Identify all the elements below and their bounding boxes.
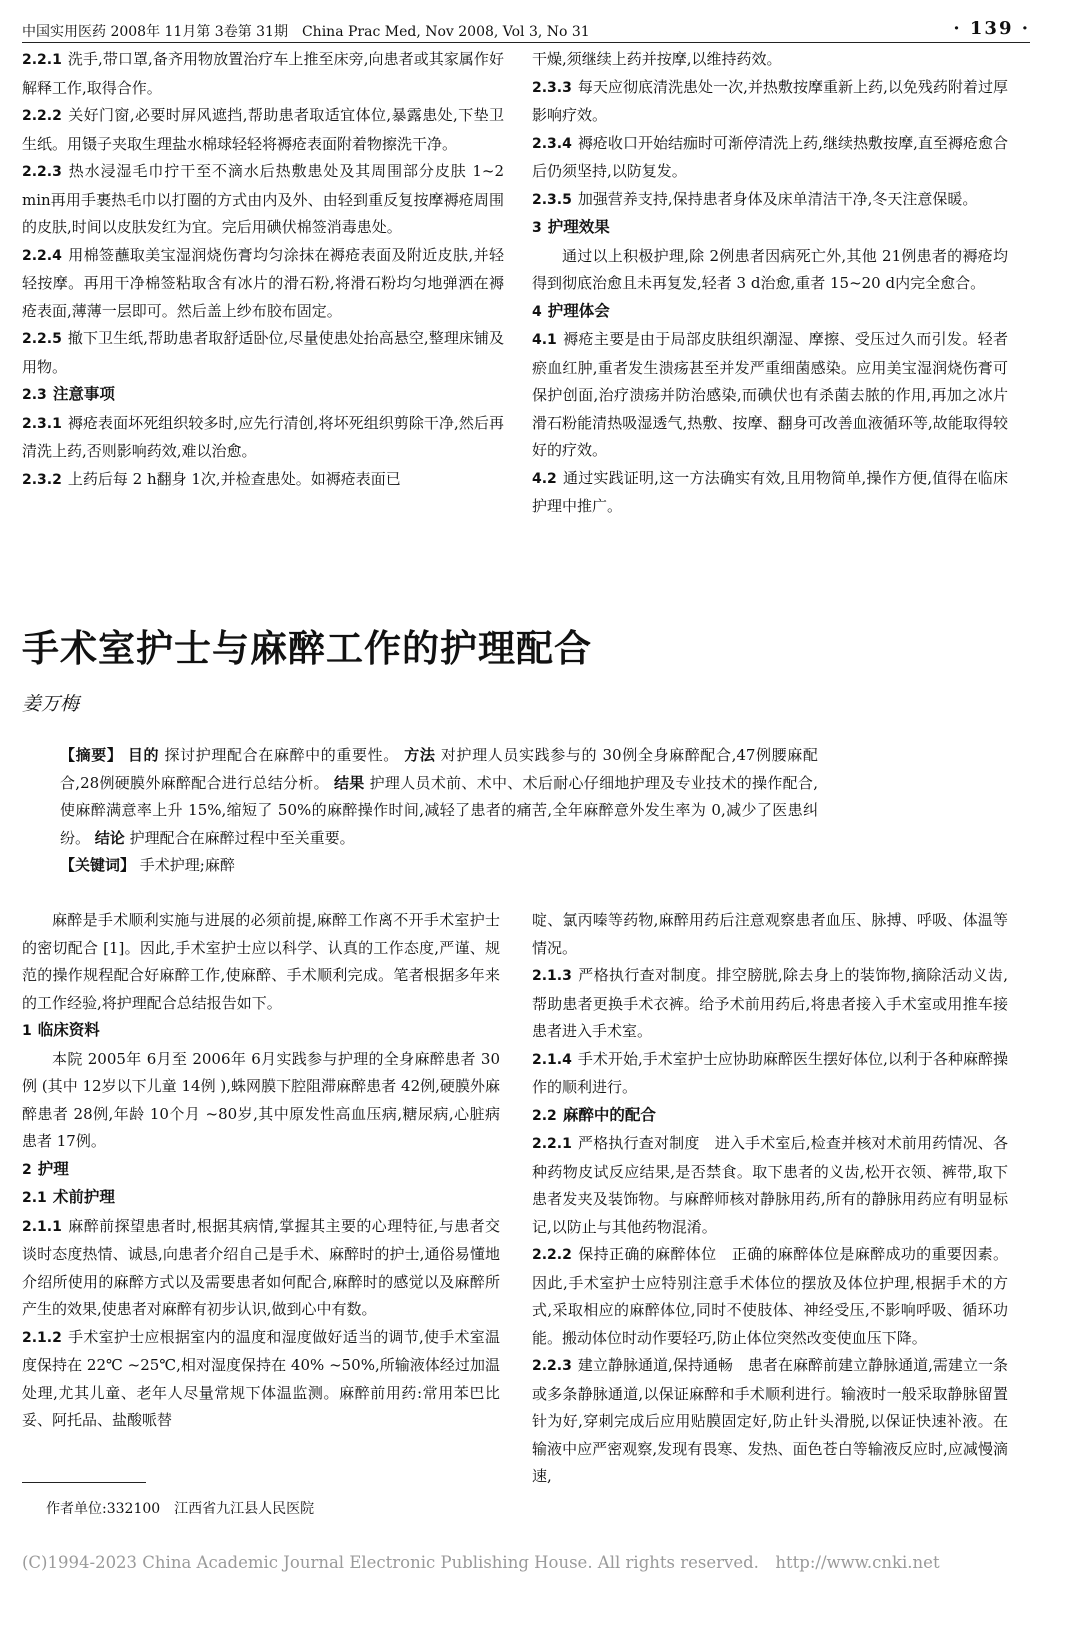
paragraph-text: 麻醉前探望患者时,根据其病情,掌握其主要的心理特征,与患者交谈时态度热情、诚恳,向患者介绍自己是手术、麻醉时的护士,通俗易懂地介绍所使用的麻醉方式以及需要患者如何配合,麻醉时的感觉以及麻醉所产生的效果,使患者对麻醉有初步认识,做到心中有数。 [22,1216,500,1318]
section-number: 2.2 [532,1107,557,1124]
section-number: 4 [532,303,542,320]
section-number: 2.2.2 [532,1247,572,1263]
paragraph-text: 通过实践证明,这一方法确实有效,且用物简单,操作方便,值得在临床护理中推广。 [532,468,1008,515]
paragraph-text: 手术室护士应根据室内的温度和湿度做好适当的调节,使手术室温度保持在 22℃ ~25℃,相对湿度保持在 40% ~50%,所输液体经过加温处理,尤其儿童、老年人尽量常规下体温监测。麻醉前用药:常用苯巴比妥、阿托品、盐酸哌替 [22,1327,500,1429]
paragraph-text: 撤下卫生纸,帮助患者取舒适卧位,尽量使患处抬高悬空,整理床铺及用物。 [22,329,504,376]
heading-text: 护理体会 [547,301,610,320]
heading-text: 术前护理 [52,1188,115,1206]
section-number: 2.1 [22,1190,47,1206]
paragraph [532,130,1008,186]
section-number: 2.2.2 [22,108,62,124]
prev-article-left-column [22,46,504,494]
heading-text: 临床资料 [37,1021,100,1039]
paragraph [532,962,1008,1046]
paragraph-text: 建立静脉通道,保持通畅 患者在麻醉前建立静脉通道,需建立一条或多条静脉通道,以保证麻醉和手术顺利进行。输液时一般采取静脉留置针为好,穿刺完成后应用贴膜固定好,防止针头滑脱,以保证快速补液。在输液中应严密观察,发现有畏寒、发热、面色苍白等输液反应时,应减慢滴速, [532,1356,1008,1485]
copyright-watermark: (C)1994-2023 China Academic Journal Electronic Publishing House. All rights reserved. http://www.cnki.net [22,1553,940,1572]
paragraph-text: 通过以上积极护理,除 2例患者因病死亡外,其他 21例患者的褥疮均得到彻底治愈且未再复发,轻者 3 d治愈,重者 15~20 d内完全愈合。 [532,246,1008,292]
paragraph-text: 关好门窗,必要时屏风遮挡,帮助患者取适宜体位,暴露患处,下垫卫生纸。用镊子夹取生理盐水棉球轻轻将褥疮表面附着物擦洗干净。 [22,106,504,153]
paragraph-text: 褥疮收口开始结痂时可渐停清洗上药,继续热敷按摩,直至褥疮愈合后仍须坚持,以防复发。 [532,133,1008,180]
methods-text: 对护理人员实践参与的 30例全身麻醉配合,47例腰麻配合,28例硬膜外麻醉配合进行总结分析。 [60,746,818,792]
conclusion-text: 护理配合在麻醉过程中至关重要。 [129,828,355,847]
section-number: 4.2 [532,470,557,487]
article-right-column [532,907,1008,1491]
methods-label: 方法 [404,746,436,764]
results-label: 结果 [333,773,365,792]
paragraph [22,158,504,242]
section-number: 2.1.1 [22,1218,62,1235]
keywords-label: 【关键词】 [60,856,136,874]
paragraph-text: 保持正确的麻醉体位 正确的麻醉体位是麻醉成功的重要因素。因此,手术室护士应特别注意手术体位的摆放及体位护理,根据手术的方式,采取相应的麻醉体位,同时不使肢体、神经受压,不影响呼吸、循环功能。搬动体位时动作要轻巧,防止体位突然改变使血压下降。 [532,1245,1008,1347]
paragraph [532,46,1008,74]
section-number: 2.2.5 [22,331,62,347]
article-left-column [22,907,500,1435]
paragraph [532,1241,1008,1352]
paragraph [532,907,1008,962]
section-heading [22,1156,500,1185]
paragraph [22,1046,500,1156]
keywords-text: 手术护理;麻醉 [139,856,235,874]
section-heading [532,1102,1008,1131]
author-affiliation: 作者单位:332100 江西省九江县人民医院 [46,1501,315,1517]
section-number: 2.2.1 [532,1136,572,1152]
paragraph [22,102,504,158]
paragraph-text: 严格执行查对制度。排空膀胱,除去身上的装饰物,摘除活动义齿,帮助患者更换手术衣裤。给予术前用药后,将患者接入手术室或用推车接患者进入手术室。 [532,966,1008,1040]
paragraph [22,1213,500,1324]
paragraph-text: 洗手,带口罩,备齐用物放置治疗车上推至床旁,向患者或其家属作好解释工作,取得合作。 [22,50,504,97]
conclusion-label: 结论 [94,828,125,847]
paragraph [532,326,1008,465]
section-number: 2.3 [22,387,47,403]
section-heading [532,298,1008,327]
paragraph-text: 上药后每 2 h翻身 1次,并检查患处。如褥疮表面已 [67,469,401,488]
section-number: 2.3.1 [22,415,62,432]
section-heading [22,1184,500,1213]
heading-text: 注意事项 [52,385,115,403]
section-number: 2 [22,1161,32,1178]
section-number: 2.3.5 [532,191,572,208]
section-number: 2.2.3 [22,164,62,180]
paragraph [22,242,504,326]
section-number: 2.3.2 [22,471,62,488]
paragraph [22,907,500,1017]
objective-text: 探讨护理配合在麻醉中的重要性。 [164,746,399,764]
section-number: 2.1.4 [532,1051,572,1068]
heading-text: 护理 [37,1159,69,1178]
paragraph [532,186,1008,215]
paragraph [22,46,504,102]
paragraph [22,1324,500,1435]
section-number: 2.1.2 [22,1329,62,1346]
paragraph-text: 手术开始,手术室护士应协助麻醉医生摆好体位,以利于各种麻醉操作的顺利进行。 [532,1049,1008,1096]
heading-text: 麻醉中的配合 [562,1105,656,1124]
paragraph-text: 用棉签蘸取美宝湿润烧伤膏均匀涂抹在褥疮表面及附近皮肤,并轻轻按摩。再用干净棉签粘取含有冰片的滑石粉,将滑石粉均匀地弹洒在褥疮表面,薄薄一层即可。然后盖上纱布胶布固定。 [22,245,504,320]
section-number: 2.3.4 [532,135,572,152]
section-number: 2.2.4 [22,247,62,264]
paragraph-text: 啶、氯丙嗪等药物,麻醉用药后注意观察患者血压、脉搏、呼吸、体温等情况。 [532,911,1008,957]
paragraph-text: 加强营养支持,保持患者身体及床单清洁干净,冬天注意保暖。 [577,189,978,208]
paragraph-text: 麻醉是手术顺利实施与进展的必须前提,麻醉工作离不开手术室护士的密切配合 [1]。因此,手术室护士应以科学、认真的工作态度,严谨、规范的操作规程配合好麻醉工作,使麻醉、手术顺利完成。笔者根据多年来的工作经验,将护理配合总结报告如下。 [22,911,500,1012]
prev-article-right-column [532,46,1008,521]
section-heading [532,214,1008,243]
paragraph [532,74,1008,130]
abstract-label: 【摘要】 [60,746,123,764]
results-text: 护理人员术前、术中、术后耐心仔细地护理及专业技术的操作配合,使麻醉满意率上升 15%,缩短了 50%的麻醉操作时间,减轻了患者的痛苦,全年麻醉意外发生率为 0,减少了医患纠纷。 [60,773,818,847]
footnote-rule [22,1482,146,1483]
paragraph [22,325,504,381]
abstract [60,742,818,880]
paragraph-text: 严格执行查对制度 进入手术室后,检查并核对术前用药情况、各种药物皮试反应结果,是否禁食。取下患者的义齿,松开衣领、裤带,取下患者发夹及装饰物。与麻醉师核对静脉用药,所有的静脉用药应有明显标记,以防止与其他药物混淆。 [532,1134,1008,1236]
objective-label: 目的 [127,746,160,764]
section-number: 4.1 [532,332,557,348]
paragraph-text: 褥疮表面坏死组织较多时,应先行清创,将坏死组织剪除干净,然后再清洗上药,否则影响药效,难以治愈。 [22,413,504,460]
section-number: 2.2.1 [22,52,62,68]
section-number: 2.2.3 [532,1358,572,1374]
paragraph [532,1352,1008,1491]
paragraph-text: 干燥,须继续上药并按摩,以维持药效。 [532,50,782,68]
paragraph-text: 本院 2005年 6月至 2006年 6月实践参与护理的全身麻醉患者 30例 (其中 12岁以下儿童 14例 ),蛛网膜下腔阻滞麻醉患者 42例,硬膜外麻醉患者 28例,年龄 10个月 ~80岁,其中原发性高血压病,糖尿病,心脏病患者 17例。 [22,1049,500,1150]
journal-running-head: 中国实用医药 2008年 11月第 3卷第 31期 China Prac Med, Nov 2008, Vol 3, No 31 [22,24,590,40]
paragraph-text: 热水浸湿毛巾拧干至不滴水后热敷患处及其周围部分皮肤 1~2 min再用手裹热毛巾以打圈的方式由内及外、由轻到重反复按摩褥疮周围的皮肤,时间以皮肤发红为宜。完后用碘伏棉签消毒患处。 [22,162,504,236]
section-number: 3 [532,220,542,236]
paragraph [22,466,504,495]
section-number: 2.1.3 [532,968,572,984]
paragraph [532,1130,1008,1241]
paragraph [532,243,1008,298]
running-header [22,18,1030,43]
paragraph [532,1046,1008,1102]
section-heading [22,1017,500,1046]
paragraph [22,410,504,466]
page-number: · 139 · [953,18,1030,39]
section-heading [22,381,504,410]
paragraph-text: 褥疮主要是由于局部皮肤组织潮湿、摩擦、受压过久而引发。轻者瘀血红肿,重者发生溃疡甚至并发严重细菌感染。应用美宝湿润烧伤膏可保护创面,治疗溃疡并防治感染,而碘伏也有杀菌去脓的作用,再加之冰片滑石粉能清热吸湿透气,热敷、按摩、翻身可改善血液循环等,故能取得较好的疗效。 [532,330,1008,459]
article-author: 姜万梅 [22,693,80,715]
paragraph-text: 每天应彻底清洗患处一次,并热敷按摩重新上药,以免残药附着过厚影响疗效。 [532,77,1008,124]
article-title: 手术室护士与麻醉工作的护理配合 [22,627,592,670]
heading-text: 护理效果 [547,218,610,236]
paragraph [532,465,1008,521]
section-number: 2.3.3 [532,79,572,96]
section-number: 1 [22,1023,32,1039]
